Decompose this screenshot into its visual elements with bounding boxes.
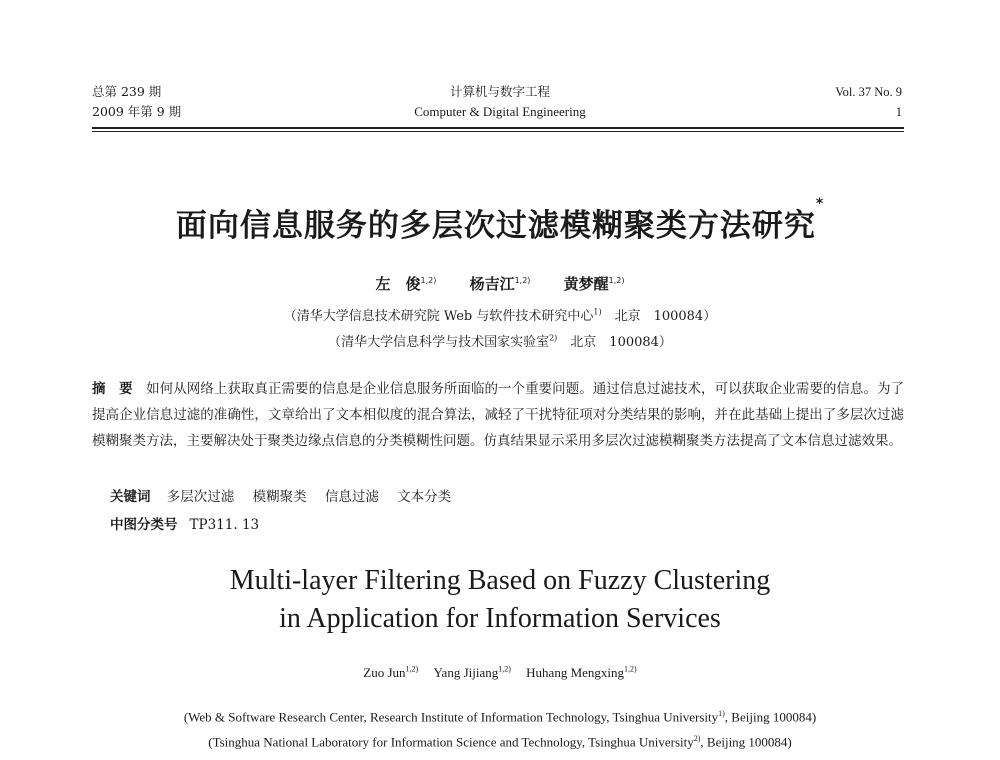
keywords-label: 关键词 — [110, 489, 151, 505]
affiliation-en-1: (Web & Software Research Center, Research Institute of Information Technology, Tsinghua University$^{1)}$, Beijing 100084) — [183, 709, 817, 725]
paper-title-en-line2: in Application for Information Services — [279, 603, 721, 634]
affiliation-en-2: (Tsinghua National Laboratory for Information Science and Technology, Tsinghua University$^{2)}$, Beijing 100084) — [208, 734, 792, 750]
issue-year: 2009 年第 9 期 — [92, 104, 182, 119]
author-cn-2: 杨吉江$^{1,2)}$ — [469, 275, 531, 293]
paper-title-en-line1: Multi-layer Filtering Based on Fuzzy Clustering — [229, 565, 771, 596]
keyword-3: 信息过滤 — [324, 489, 379, 505]
page-number: 1 — [895, 105, 902, 119]
keywords — [110, 486, 465, 508]
author-en-3: Huhang Mengxing$^{1,2)}$ — [526, 665, 637, 681]
keyword-2: 模糊聚类 — [252, 489, 307, 505]
affiliation-cn-1: （清华大学信息技术研究院 Web 与软件技术研究中心$^{1)}$ 北京 100084） — [283, 307, 717, 324]
author-cn-1: 左 俊$^{1,2)}$ — [375, 275, 437, 293]
abstract-label: 摘 要 — [92, 381, 133, 397]
abstract-text: 如何从网络上获取真正需要的信息是企业信息服务所面临的一个重要问题。通过信息过滤技术，可以获取企业需要的信息。为了提高企业信息过滤的准确性，文章给出了文本相似度的混合算法，减轻了干扰特征项对分类结果的影响，并在此基础上提出了多层次过滤模糊聚类方法，主要解决处于聚类边缘点信息的分类模糊性问题。仿真结果显示采用多层次过滤模糊聚类方法提高了文本信息过滤效果。 — [92, 381, 905, 449]
classification-value: TP311. 13 — [189, 517, 260, 533]
paper-title-cn-text: 面向信息服务的多层次过滤模糊聚类方法研究 — [175, 208, 816, 244]
issue-total: 总第 239 期 — [92, 84, 162, 99]
affiliation-cn-2: （清华大学信息科学与技术国家实验室$^{2)}$ 北京 100084） — [328, 333, 672, 350]
authors-cn — [0, 273, 1000, 294]
author-en-1: Zuo Jun$^{1,2)}$ — [363, 665, 419, 681]
journal-name-en: Computer & Digital Engineering — [414, 104, 586, 119]
volume-info — [835, 82, 902, 122]
header-rule-thick — [92, 127, 904, 129]
paper-title-cn — [0, 196, 1000, 245]
volume-number: Vol. 37 No. 9 — [835, 85, 902, 99]
classification — [110, 514, 259, 536]
title-footnote-mark: * — [815, 196, 825, 212]
paper-title-en — [0, 562, 1000, 638]
header-rule-thin — [92, 131, 904, 132]
classification-label: 中图分类号 — [110, 517, 178, 533]
keyword-1: 多层次过滤 — [166, 489, 235, 505]
journal-name-cn: 计算机与数字工程 — [449, 84, 550, 99]
author-cn-3: 黄梦醒$^{1,2)}$ — [563, 275, 625, 293]
authors-en — [0, 665, 1000, 681]
author-en-2: Yang Jijiang$^{1,2)}$ — [433, 665, 511, 681]
keyword-4: 文本分类 — [397, 489, 452, 505]
abstract — [92, 376, 904, 454]
